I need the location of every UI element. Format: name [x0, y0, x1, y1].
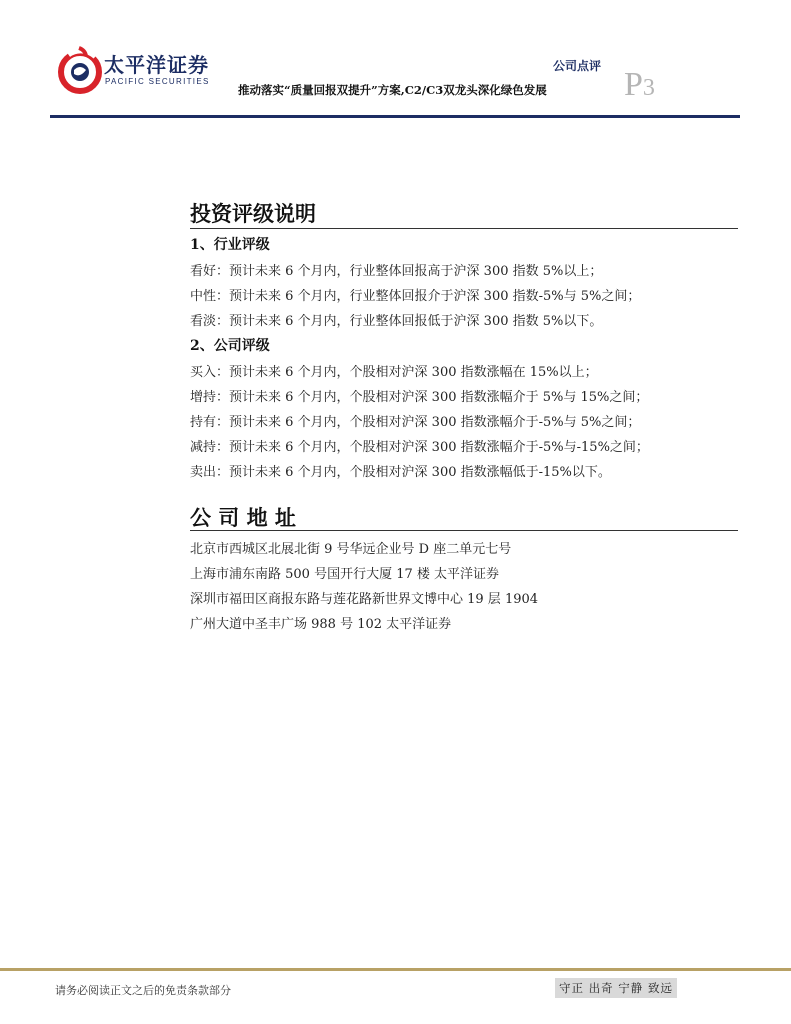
rating-section-title: 投资评级说明	[190, 201, 316, 226]
page-letter: P	[624, 66, 643, 103]
rating-section-rule	[190, 228, 738, 229]
industry-rating-line: 看好：预计未来 6 个月内，行业整体回报高于沪深 300 指数 5%以上；	[190, 264, 603, 279]
address-line: 上海市浦东南路 500 号国开行大厦 17 楼 太平洋证券	[190, 567, 500, 582]
address-line: 深圳市福田区商报东路与莲花路新世界文博中心 19 层 1904	[190, 592, 539, 607]
address-line: 广州大道中圣丰广场 988 号 102 太平洋证券	[190, 617, 452, 632]
company-rating-line: 增持：预计未来 6 个月内，个股相对沪深 300 指数涨幅介于 5%与 15%之间；	[190, 390, 649, 405]
report-title: 推动落实“质量回报双提升”方案,C2/C3双龙头深化绿色发展	[238, 83, 547, 97]
logo-text-cn: 太平洋证券	[104, 53, 209, 77]
footer-divider	[0, 968, 791, 971]
report-type: 公司点评	[553, 59, 602, 73]
header-divider	[50, 115, 740, 118]
company-rating-title: 2、公司评级	[190, 338, 270, 354]
company-rating-line: 买入：预计未来 6 个月内，个股相对沪深 300 指数涨幅在 15%以上；	[190, 365, 598, 380]
address-section-title: 公 司 地 址	[190, 505, 296, 530]
address-section-rule	[190, 530, 738, 531]
industry-rating-line: 看淡：预计未来 6 个月内，行业整体回报低于沪深 300 指数 5%以下。	[190, 314, 603, 329]
page-number	[624, 66, 655, 104]
address-line: 北京市西城区北展北街 9 号华远企业号 D 座二单元七号	[190, 542, 512, 557]
industry-rating-title: 1、行业评级	[190, 237, 270, 253]
logo-text-en: PACIFIC SECURITIES	[105, 77, 210, 86]
industry-rating-line: 中性：预计未来 6 个月内，行业整体回报介于沪深 300 指数-5%与 5%之间；	[190, 289, 641, 304]
company-rating-line: 减持：预计未来 6 个月内，个股相对沪深 300 指数涨幅介于-5%与-15%之间；	[190, 440, 649, 455]
company-rating-line: 卖出：预计未来 6 个月内，个股相对沪深 300 指数涨幅低于-15%以下。	[190, 465, 611, 480]
company-rating-line: 持有：预计未来 6 个月内，个股相对沪深 300 指数涨幅介于-5%与 5%之间；	[190, 415, 641, 430]
page-header	[0, 0, 791, 125]
company-logo	[54, 44, 214, 96]
disclaimer-note: 请务必阅读正文之后的免责条款部分	[55, 984, 231, 997]
logo-mark-icon	[54, 44, 104, 96]
page-digit: 3	[642, 75, 655, 101]
company-motto: 守正 出奇 宁静 致远	[555, 978, 677, 998]
